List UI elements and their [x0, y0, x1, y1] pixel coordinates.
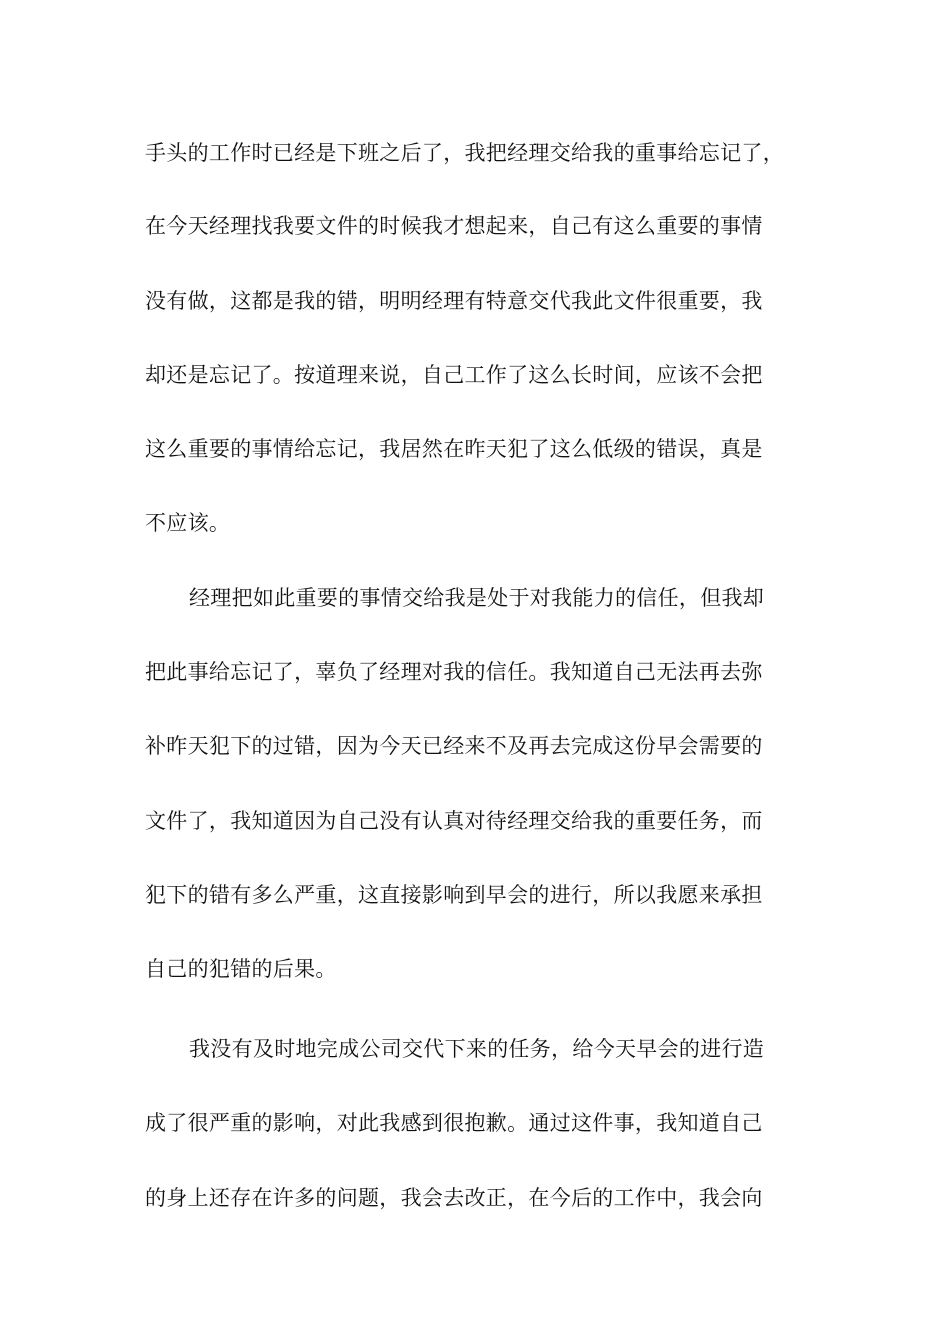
text-line: 却还是忘记了。按道理来说，自己工作了这么长时间，应该不会把	[145, 363, 763, 387]
text-line: 补昨天犯下的过错，因为今天已经来不及再去完成这份早会需要的	[145, 734, 763, 758]
text-line: 文件了，我知道因为自己没有认真对待经理交给我的重要任务，而	[145, 809, 763, 833]
text-line: 犯下的错有多么严重，这直接影响到早会的进行，所以我愿来承担	[145, 883, 763, 907]
text-line: 把此事给忘记了，辜负了经理对我的信任。我知道自己无法再去弥	[145, 660, 763, 684]
text-line: 没有做，这都是我的错，明明经理有特意交代我此文件很重要，我	[145, 289, 763, 313]
text-line: 自己的犯错的后果。	[145, 957, 337, 981]
text-line: 这么重要的事情给忘记，我居然在昨天犯了这么低级的错误，真是	[145, 437, 763, 461]
text-line: 不应该。	[145, 511, 231, 535]
text-line: 我没有及时地完成公司交代下来的任务，给今天早会的进行造	[189, 1037, 765, 1061]
text-line: 成了很严重的影响，对此我感到很抱歉。通过这件事，我知道自己	[145, 1111, 763, 1135]
text-line: 的身上还存在许多的问题，我会去改正，在今后的工作中，我会向	[145, 1186, 763, 1210]
text-line: 在今天经理找我要文件的时候我才想起来，自己有这么重要的事情	[145, 214, 763, 238]
text-line: 经理把如此重要的事情交给我是处于对我能力的信任，但我却	[189, 586, 765, 610]
text-line: 手头的工作时已经是下班之后了，我把经理交给我的重事给忘记了，	[145, 141, 784, 165]
